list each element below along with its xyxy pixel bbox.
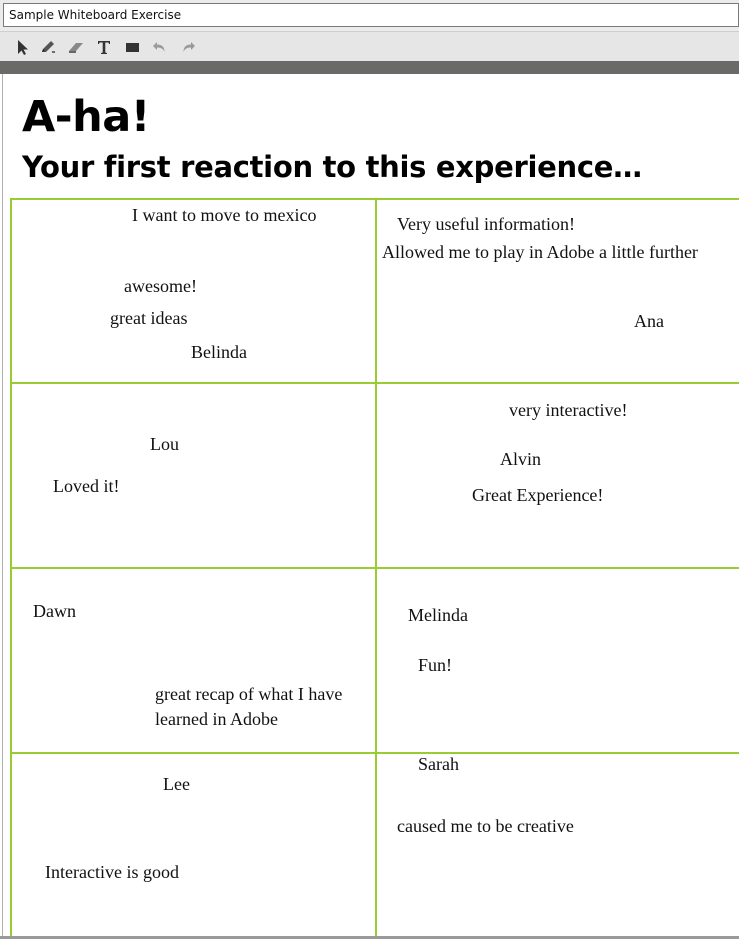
note-text[interactable]: very interactive! (509, 400, 628, 420)
note-text[interactable]: I want to move to mexico (132, 205, 317, 225)
board-subtitle: Your first reaction to this experience… (22, 150, 642, 184)
note-text[interactable]: Great Experience! (472, 485, 604, 505)
board-header-bar (0, 61, 739, 74)
note-author[interactable]: Ana (634, 311, 664, 331)
note-author[interactable]: Alvin (500, 449, 542, 469)
whiteboard-canvas[interactable] (2, 74, 739, 939)
note-text[interactable]: Loved it! (53, 476, 120, 496)
eraser-icon[interactable] (66, 37, 86, 57)
board-title: A-ha! (22, 92, 150, 142)
redo-icon[interactable] (178, 37, 198, 57)
rectangle-icon[interactable] (122, 37, 142, 57)
note-text[interactable]: great recap of what I have learned in Adobe (155, 684, 343, 729)
note-text[interactable]: Very useful information! (397, 214, 575, 234)
note-text[interactable]: awesome! (124, 276, 197, 296)
note-text[interactable]: great ideas (110, 308, 188, 328)
note-author[interactable]: Dawn (33, 601, 76, 621)
text-tool-icon[interactable] (94, 37, 114, 57)
note-author[interactable]: Lou (150, 434, 179, 454)
note-text[interactable]: caused me to be creative (397, 816, 574, 836)
grid-line-left (10, 198, 12, 936)
note-author[interactable]: Sarah (418, 754, 459, 774)
window-title-bar (0, 0, 739, 31)
undo-icon[interactable] (150, 37, 170, 57)
window-title: Sample Whiteboard Exercise (9, 8, 182, 22)
note-text[interactable]: Fun! (418, 655, 453, 675)
note-text[interactable]: Allowed me to play in Adobe a little further (382, 242, 698, 262)
note-author[interactable]: Lee (163, 774, 190, 794)
select-arrow-icon[interactable] (13, 37, 33, 57)
note-author[interactable]: Belinda (191, 342, 247, 362)
title-field (3, 3, 739, 27)
pencil-icon[interactable] (38, 37, 58, 57)
grid-line-middle (375, 198, 377, 936)
note-text[interactable]: Interactive is good (45, 862, 179, 882)
whiteboard-toolbar (0, 31, 739, 61)
note-author[interactable]: Melinda (408, 605, 468, 625)
